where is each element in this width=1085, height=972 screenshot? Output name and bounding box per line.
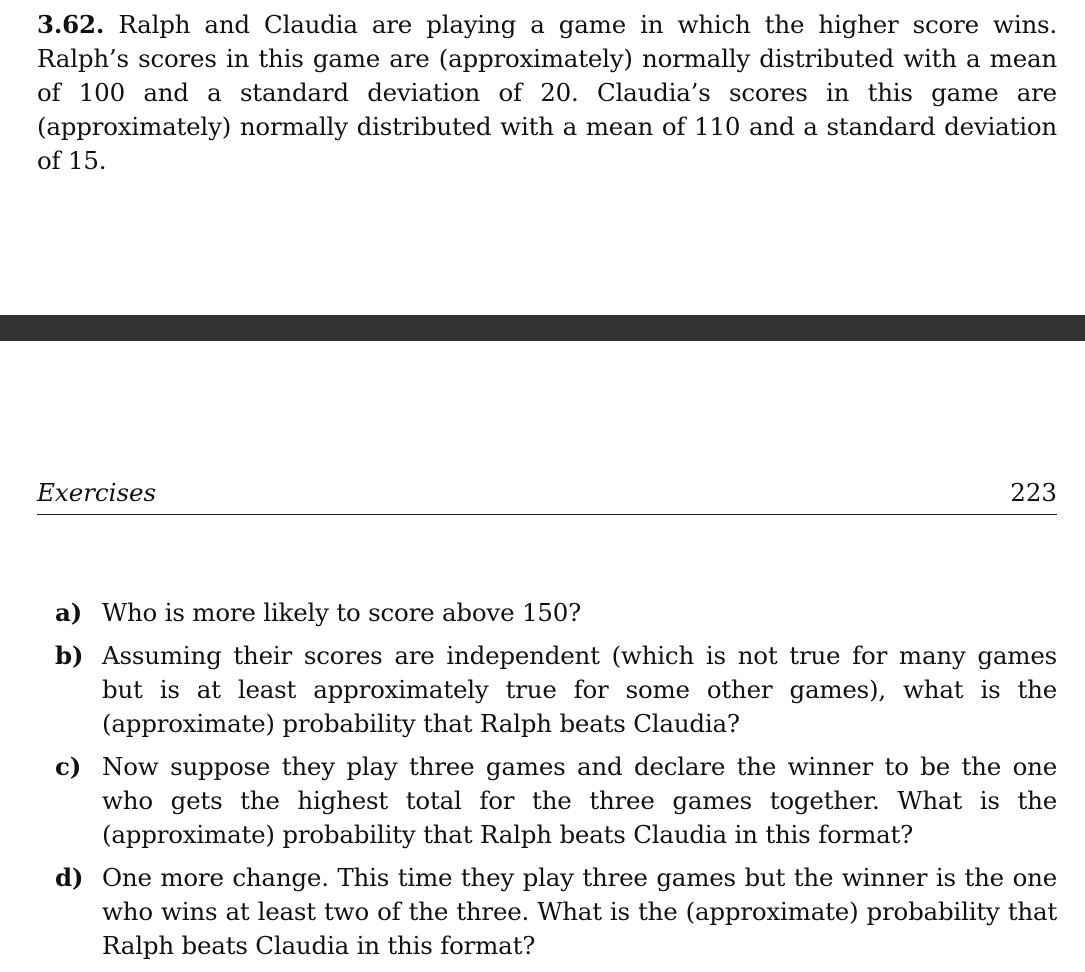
problem-text: Ralph and Claudia are playing a game in which the higher score wins. Ralph’s scores in this game are (approximately) normally distributed with a mean of 100 and a standard deviation of 20. Claudia’s scores in this game are (approximately) normally distributed with a mean of 110 and a standard deviation of 15.: [37, 10, 1057, 175]
section-title: Exercises: [37, 478, 157, 507]
part-text: Now suppose they play three games and declare the winner to be the one who gets the highest total for the three games together. What is the (approximate) probability that Ralph beats Claudia in this format?: [102, 752, 1057, 849]
part-label: b): [55, 641, 84, 670]
problem-statement: [37, 8, 1057, 178]
exercise-part-b: [55, 639, 1057, 741]
exercise-part-a: [55, 596, 1057, 630]
part-text: Assuming their scores are independent (which is not true for many games but is at least approximately true for some other games), what is the (approximate) probability that Ralph beats Claudia?: [102, 641, 1057, 738]
exercise-part-c: [55, 750, 1057, 852]
part-label: c): [55, 752, 82, 781]
page-break-bar: [0, 315, 1085, 341]
part-label: a): [55, 598, 83, 627]
part-text: One more change. This time they play three games but the winner is the one who wins at least two of the three. What is the (approximate) probability that Ralph beats Claudia in this format?: [102, 863, 1057, 960]
running-header: [37, 476, 1057, 515]
problem-number: 3.62.: [37, 10, 105, 39]
part-label: d): [55, 863, 84, 892]
exercise-part-d: [55, 861, 1057, 963]
exercise-parts: [55, 596, 1057, 972]
part-text: Who is more likely to score above 150?: [102, 598, 582, 627]
page-number: 223: [1010, 478, 1057, 507]
